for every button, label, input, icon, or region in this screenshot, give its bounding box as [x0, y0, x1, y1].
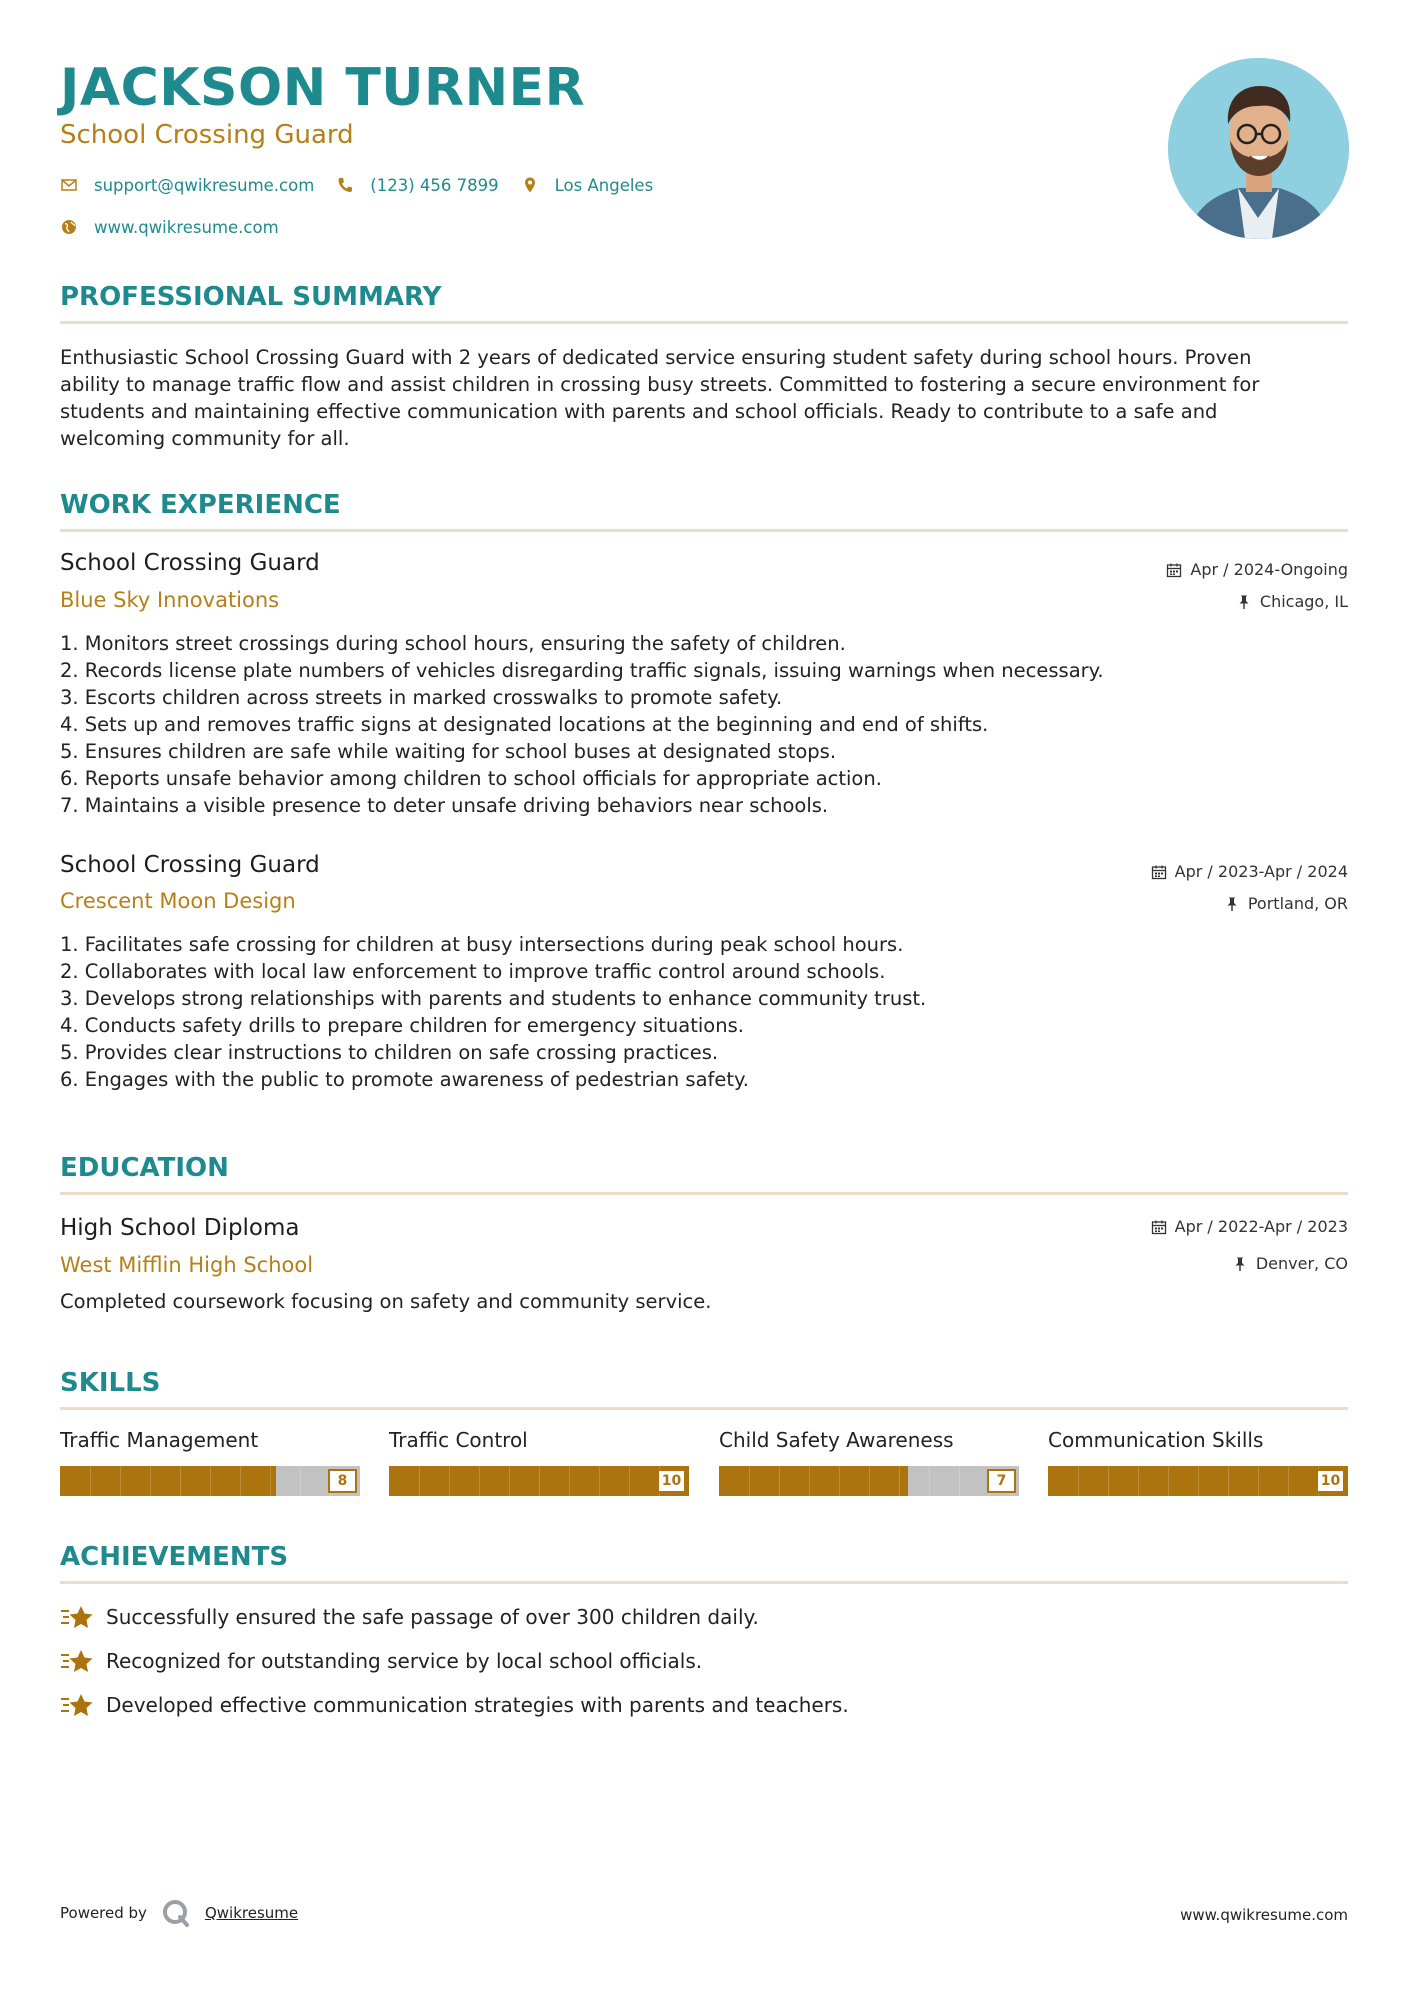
skill-bar-segment — [899, 1466, 900, 1496]
skill-name: Child Safety Awareness — [719, 1428, 954, 1452]
skill-name: Traffic Management — [60, 1428, 259, 1452]
phone-text: (123) 456 7899 — [370, 175, 499, 195]
duty-item: 5. Provides clear instructions to children on safe crossing practices. — [60, 1041, 719, 1064]
skill-score: 10 — [657, 1469, 686, 1493]
website-text: www.qwikresume.com — [94, 217, 279, 237]
contact-location — [521, 176, 654, 195]
education-location-text: Denver, CO — [1255, 1254, 1348, 1273]
summary-line: students and maintaining effective communication with parents and school officials. Ready to contribute to a safe and — [60, 400, 1218, 423]
map-pin-icon — [521, 176, 539, 194]
duty-item: 5. Ensures children are safe while waiting for school buses at designated stops. — [60, 740, 837, 763]
skill-bar-fill — [60, 1466, 276, 1496]
skill-bar-segment — [300, 1466, 301, 1496]
achievement-item — [60, 1604, 759, 1630]
skill-bar — [389, 1466, 689, 1496]
skill-bar-segment — [1198, 1466, 1199, 1496]
duty-item: 2. Collaborates with local law enforcement to improve traffic control around schools. — [60, 960, 886, 983]
skill-bar-segment — [90, 1466, 91, 1496]
candidate-name: JACKSON TURNER — [60, 58, 586, 118]
skill-bar-segment — [419, 1466, 420, 1496]
contact-phone[interactable] — [336, 176, 498, 195]
achievements-divider — [60, 1581, 1348, 1584]
job-location-text: Chicago, IL — [1259, 592, 1348, 611]
contact-website[interactable] — [60, 218, 279, 237]
skill-bar-segment — [1078, 1466, 1079, 1496]
skill-bar-segment — [539, 1466, 540, 1496]
footer-website[interactable]: www.qwikresume.com — [1180, 1906, 1348, 1924]
pushpin-icon — [1236, 594, 1252, 610]
qwikresume-link[interactable]: Qwikresume — [204, 1904, 299, 1922]
job-location-text: Portland, OR — [1247, 894, 1348, 913]
calendar-icon — [1151, 864, 1167, 880]
duty-item: 1. Facilitates safe crossing for children at busy intersections during peak school hours. — [60, 933, 904, 956]
phone-icon — [336, 176, 354, 194]
job-date — [1166, 560, 1348, 579]
skill-bar-segment — [1288, 1466, 1289, 1496]
qwikresume-logo-icon — [161, 1898, 191, 1928]
duty-item: 3. Develops strong relationships with parents and students to enhance community trust. — [60, 987, 927, 1010]
star-award-icon — [60, 1648, 94, 1674]
job-duties — [60, 630, 1350, 819]
education-divider — [60, 1192, 1348, 1195]
skill-bar-segment — [509, 1466, 510, 1496]
skill-bar — [719, 1466, 1019, 1496]
skill-bar-segment — [569, 1466, 570, 1496]
skill-bar-segment — [1168, 1466, 1169, 1496]
summary-line: welcoming community for all. — [60, 427, 350, 450]
skill-bar-segment — [270, 1466, 271, 1496]
job-location — [1236, 592, 1348, 611]
footer-powered-by — [60, 1898, 298, 1928]
summary-heading: PROFESSIONAL SUMMARY — [60, 282, 442, 312]
job-duties — [60, 931, 1350, 1093]
experience-heading: WORK EXPERIENCE — [60, 490, 341, 520]
skill-bar-segment — [1138, 1466, 1139, 1496]
achievement-text: Recognized for outstanding service by local school officials. — [106, 1649, 703, 1673]
skill-bar-segment — [479, 1466, 480, 1496]
skill-bar-segment — [1228, 1466, 1229, 1496]
skill-item — [60, 1428, 360, 1496]
skill-bar-fill — [719, 1466, 908, 1496]
skill-bar-segment — [749, 1466, 750, 1496]
skill-bar-segment — [629, 1466, 630, 1496]
star-award-icon — [60, 1604, 94, 1630]
skill-bar-segment — [1108, 1466, 1109, 1496]
school-name: West Mifflin High School — [60, 1253, 314, 1277]
skill-bar-segment — [1258, 1466, 1259, 1496]
job-date — [1151, 862, 1348, 881]
star-award-icon — [60, 1692, 94, 1718]
calendar-icon — [1166, 562, 1182, 578]
duty-item: 4. Conducts safety drills to prepare children for emergency situations. — [60, 1014, 744, 1037]
duty-item: 7. Maintains a visible presence to deter unsafe driving behaviors near schools. — [60, 794, 829, 817]
skill-score: 8 — [328, 1469, 357, 1493]
skills-divider — [60, 1407, 1348, 1410]
summary-line: ability to manage traffic flow and assist children in crossing busy streets. Committed to fostering a secure environment for — [60, 373, 1260, 396]
globe-icon — [60, 218, 78, 236]
education-description: Completed coursework focusing on safety and community service. — [60, 1290, 712, 1313]
duty-item: 2. Records license plate numbers of vehicles disregarding traffic signals, issuing warnings when necessary. — [60, 659, 1104, 682]
achievement-item — [60, 1692, 849, 1718]
skill-item — [389, 1428, 689, 1496]
achievement-text: Developed effective communication strategies with parents and teachers. — [106, 1693, 849, 1717]
pushpin-icon — [1232, 1256, 1248, 1272]
skill-name: Traffic Control — [389, 1428, 528, 1452]
achievements-heading: ACHIEVEMENTS — [60, 1542, 289, 1572]
summary-line: Enthusiastic School Crossing Guard with 2 years of dedicated service ensuring student safety during school hours. Proven — [60, 346, 1252, 369]
duty-item: 3. Escorts children across streets in marked crosswalks to promote safety. — [60, 686, 783, 709]
skill-bar-segment — [449, 1466, 450, 1496]
achievement-item — [60, 1648, 702, 1674]
education-heading: EDUCATION — [60, 1153, 229, 1183]
job-location — [1224, 894, 1348, 913]
skill-bar-segment — [779, 1466, 780, 1496]
skill-item — [1048, 1428, 1348, 1496]
skill-bar-segment — [240, 1466, 241, 1496]
skill-bar-segment — [809, 1466, 810, 1496]
job-date-text: Apr / 2024-Ongoing — [1190, 560, 1348, 579]
skill-bar-segment — [210, 1466, 211, 1496]
powered-by-label: Powered by — [60, 1904, 147, 1922]
education-location — [1232, 1254, 1348, 1273]
job-title: School Crossing Guard — [60, 852, 320, 878]
duty-item: 6. Engages with the public to promote awareness of pedestrian safety. — [60, 1068, 749, 1091]
skill-bar-segment — [180, 1466, 181, 1496]
job-date-text: Apr / 2023-Apr / 2024 — [1174, 862, 1348, 881]
skill-bar-segment — [959, 1466, 960, 1496]
portrait-illustration — [1168, 58, 1349, 239]
skill-bar — [1048, 1466, 1348, 1496]
skill-bar-segment — [839, 1466, 840, 1496]
location-text: Los Angeles — [554, 175, 654, 195]
summary-divider — [60, 321, 1348, 324]
contact-email[interactable] — [60, 176, 314, 195]
email-text: support@qwikresume.com — [94, 175, 315, 195]
degree-title: High School Diploma — [60, 1215, 300, 1241]
skills-heading: SKILLS — [60, 1368, 161, 1398]
skill-name: Communication Skills — [1048, 1428, 1264, 1452]
summary-text — [60, 344, 1348, 452]
skill-bar — [60, 1466, 360, 1496]
duty-item: 1. Monitors street crossings during school hours, ensuring the safety of children. — [60, 632, 846, 655]
skill-score: 7 — [987, 1469, 1016, 1493]
achievement-text: Successfully ensured the safe passage of over 300 children daily. — [106, 1605, 759, 1629]
envelope-icon — [60, 176, 78, 194]
job-company: Crescent Moon Design — [60, 889, 296, 913]
job-title: School Crossing Guard — [60, 550, 320, 576]
profile-photo — [1168, 58, 1349, 239]
job-company: Blue Sky Innovations — [60, 588, 280, 612]
calendar-icon — [1151, 1219, 1167, 1235]
duty-item: 6. Reports unsafe behavior among children to school officials for appropriate action. — [60, 767, 882, 790]
skill-bar-segment — [150, 1466, 151, 1496]
skill-bar-segment — [929, 1466, 930, 1496]
education-date-text: Apr / 2022-Apr / 2023 — [1174, 1217, 1348, 1236]
skill-bar-segment — [599, 1466, 600, 1496]
pushpin-icon — [1224, 896, 1240, 912]
experience-divider — [60, 529, 1348, 532]
education-date — [1151, 1217, 1348, 1236]
skill-score: 10 — [1316, 1469, 1345, 1493]
skill-item — [719, 1428, 1019, 1496]
candidate-role: School Crossing Guard — [60, 120, 354, 150]
contact-block — [60, 172, 675, 240]
duty-item: 4. Sets up and removes traffic signs at designated locations at the beginning and end of shifts. — [60, 713, 989, 736]
skill-bar-segment — [869, 1466, 870, 1496]
skill-bar-segment — [120, 1466, 121, 1496]
